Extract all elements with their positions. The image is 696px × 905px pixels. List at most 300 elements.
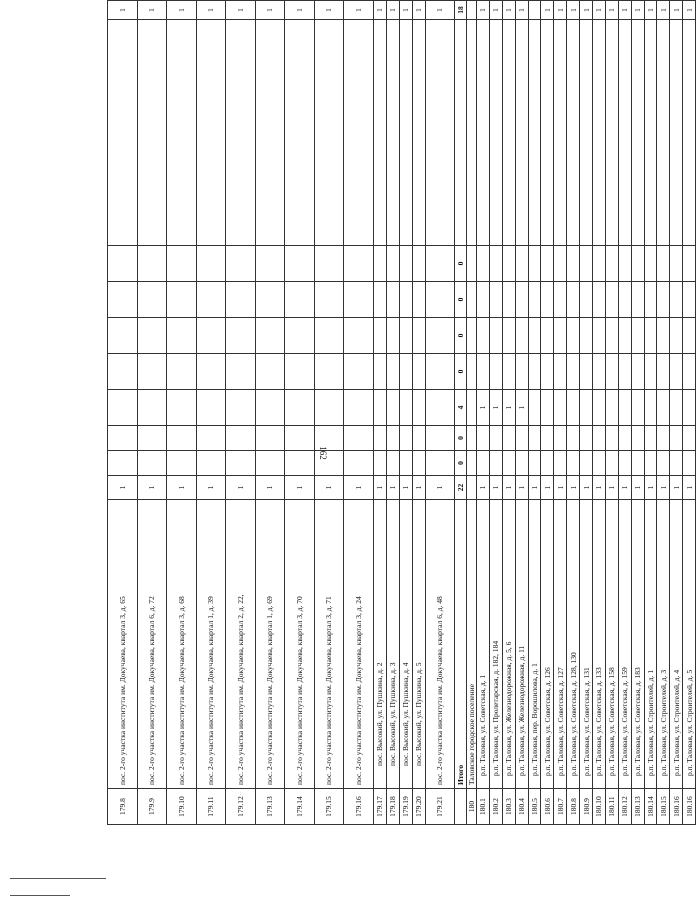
value-cell xyxy=(196,246,226,282)
value-cell xyxy=(386,354,399,390)
value-cell xyxy=(399,318,412,354)
value-cell xyxy=(196,318,226,354)
address-cell: р.п. Таловая, ул. Советская, д. 158 xyxy=(605,500,618,789)
value-cell: 1 xyxy=(373,476,386,500)
value-cell xyxy=(344,282,374,318)
table-row xyxy=(580,1,593,825)
address-cell: р.п. Таловая, ул. Советская, д. 183 xyxy=(631,500,644,789)
address-cell: р.п. Таловая, ул. Строителей, д. 5 xyxy=(683,500,696,789)
value-cell xyxy=(196,354,226,390)
value-cell xyxy=(580,282,593,318)
value-cell xyxy=(477,282,490,318)
value-cell xyxy=(528,354,541,390)
value-cell: 0 xyxy=(455,318,467,354)
value-cell xyxy=(631,426,644,451)
value-cell xyxy=(605,282,618,318)
value-cell xyxy=(344,390,374,426)
value-cell xyxy=(580,426,593,451)
value-cell xyxy=(314,318,344,354)
value-cell xyxy=(631,354,644,390)
row-number: 180.7 xyxy=(554,789,567,825)
value-cell xyxy=(314,20,344,246)
value-cell xyxy=(618,451,631,476)
value-cell xyxy=(226,20,256,246)
value-cell xyxy=(593,246,606,282)
address-cell: пос. 2-го участка института им. Докучаева, квартал 6, д. 48 xyxy=(425,500,455,789)
value-cell xyxy=(412,390,425,426)
value-cell xyxy=(489,354,502,390)
value-cell xyxy=(554,451,567,476)
value-cell xyxy=(373,246,386,282)
value-cell xyxy=(605,426,618,451)
row-number: 179.14 xyxy=(285,789,315,825)
value-cell xyxy=(285,20,315,246)
value-cell xyxy=(541,390,554,426)
value-cell xyxy=(683,246,696,282)
value-cell xyxy=(554,246,567,282)
value-cell: 1 xyxy=(657,1,670,20)
address-cell: пос. 2-го участка института им. Докучаева, квартал 6, д. 72 xyxy=(137,500,167,789)
value-cell xyxy=(670,354,683,390)
value-cell xyxy=(644,390,657,426)
value-cell xyxy=(618,282,631,318)
footer-rule xyxy=(10,878,106,879)
value-cell xyxy=(344,426,374,451)
value-cell: 1 xyxy=(226,476,256,500)
value-cell xyxy=(425,354,455,390)
value-cell xyxy=(541,451,554,476)
value-cell xyxy=(683,451,696,476)
value-cell xyxy=(137,318,167,354)
address-cell: пос. 2-го участка института им. Докучаева, квартал 3, д. 65 xyxy=(108,500,138,789)
value-cell xyxy=(399,354,412,390)
table-row xyxy=(605,1,618,825)
value-cell xyxy=(108,390,138,426)
row-number: 180.14 xyxy=(644,789,657,825)
value-cell xyxy=(285,354,315,390)
row-number: 179.15 xyxy=(314,789,344,825)
value-cell: 1 xyxy=(344,1,374,20)
value-cell: 1 xyxy=(167,1,197,20)
value-cell xyxy=(344,354,374,390)
value-cell: 1 xyxy=(593,1,606,20)
value-cell xyxy=(683,318,696,354)
table-row xyxy=(344,1,374,825)
value-cell xyxy=(657,390,670,426)
value-cell: 1 xyxy=(255,1,285,20)
value-cell xyxy=(226,451,256,476)
value-cell xyxy=(502,451,515,476)
value-cell xyxy=(567,20,580,246)
value-cell xyxy=(314,451,344,476)
section-row xyxy=(467,1,477,825)
row-number: 179.10 xyxy=(167,789,197,825)
table-row xyxy=(425,1,455,825)
value-cell xyxy=(399,451,412,476)
address-cell: р.п. Таловая, ул. Советская, д. 133 xyxy=(593,500,606,789)
value-cell xyxy=(528,20,541,246)
value-cell xyxy=(255,390,285,426)
value-cell xyxy=(412,318,425,354)
value-cell xyxy=(137,354,167,390)
value-cell xyxy=(226,426,256,451)
value-cell xyxy=(644,318,657,354)
value-cell: 1 xyxy=(502,1,515,20)
value-cell xyxy=(515,318,528,354)
value-cell xyxy=(167,426,197,451)
value-cell: 1 xyxy=(657,476,670,500)
row-number: 180.1 xyxy=(477,789,490,825)
value-cell xyxy=(226,318,256,354)
value-cell xyxy=(541,246,554,282)
value-cell: 1 xyxy=(567,1,580,20)
row-number: 179.17 xyxy=(373,789,386,825)
value-cell xyxy=(593,354,606,390)
table-row xyxy=(196,1,226,825)
value-cell xyxy=(167,390,197,426)
value-cell xyxy=(255,246,285,282)
address-cell: пос. Высокий, ул. Пушкина, д. 2 xyxy=(373,500,386,789)
value-cell xyxy=(167,318,197,354)
value-cell: 1 xyxy=(541,476,554,500)
address-cell: р.п. Таловая, ул. Строителей, д. 1 xyxy=(644,500,657,789)
value-cell: 1 xyxy=(255,476,285,500)
value-cell xyxy=(425,282,455,318)
value-cell xyxy=(515,426,528,451)
value-cell xyxy=(477,426,490,451)
value-cell xyxy=(605,451,618,476)
value-cell xyxy=(226,354,256,390)
value-cell: 1 xyxy=(593,476,606,500)
value-cell xyxy=(644,426,657,451)
value-cell: 1 xyxy=(386,476,399,500)
value-cell: 1 xyxy=(605,1,618,20)
total-label: Итого xyxy=(455,500,467,789)
value-cell xyxy=(657,451,670,476)
value-cell xyxy=(593,426,606,451)
value-cell xyxy=(554,282,567,318)
value-cell: 1 xyxy=(386,1,399,20)
value-cell xyxy=(314,426,344,451)
value-cell: 18 xyxy=(455,1,467,20)
value-cell xyxy=(670,426,683,451)
value-cell xyxy=(373,426,386,451)
value-cell: 1 xyxy=(373,1,386,20)
value-cell xyxy=(373,318,386,354)
table-row xyxy=(386,1,399,825)
value-cell xyxy=(344,20,374,246)
value-cell xyxy=(386,426,399,451)
value-cell xyxy=(657,318,670,354)
value-cell: 1 xyxy=(541,1,554,20)
value-cell xyxy=(399,426,412,451)
value-cell xyxy=(502,246,515,282)
value-cell xyxy=(399,20,412,246)
value-cell: 1 xyxy=(226,1,256,20)
value-cell: 1 xyxy=(554,476,567,500)
value-cell xyxy=(285,426,315,451)
value-cell xyxy=(580,20,593,246)
table-body xyxy=(108,1,696,825)
address-cell: пос. 2-го участка института им. Докучаева, квартал 3, д. 70 xyxy=(285,500,315,789)
value-cell: 1 xyxy=(399,1,412,20)
value-cell: 1 xyxy=(489,1,502,20)
value-cell xyxy=(593,282,606,318)
value-cell: 0 xyxy=(455,451,467,476)
value-cell: 1 xyxy=(670,476,683,500)
value-cell xyxy=(477,354,490,390)
table-row xyxy=(285,1,315,825)
table-row xyxy=(412,1,425,825)
value-cell xyxy=(467,246,477,282)
value-cell xyxy=(386,451,399,476)
value-cell xyxy=(467,282,477,318)
value-cell xyxy=(515,282,528,318)
table-row xyxy=(567,1,580,825)
value-cell xyxy=(373,390,386,426)
value-cell xyxy=(541,282,554,318)
footer-rule xyxy=(10,895,70,896)
value-cell: 0 xyxy=(455,246,467,282)
value-cell xyxy=(515,246,528,282)
value-cell xyxy=(605,390,618,426)
row-number xyxy=(455,789,467,825)
value-cell xyxy=(657,246,670,282)
address-cell: р.п. Таловая, ул. Советская, д. 159 xyxy=(618,500,631,789)
value-cell xyxy=(593,20,606,246)
value-cell xyxy=(605,318,618,354)
row-number: 180.10 xyxy=(593,789,606,825)
value-cell xyxy=(477,318,490,354)
total-row xyxy=(455,1,467,825)
value-cell: 1 xyxy=(285,476,315,500)
value-cell xyxy=(644,20,657,246)
value-cell xyxy=(226,246,256,282)
value-cell: 1 xyxy=(477,476,490,500)
value-cell xyxy=(108,20,138,246)
value-cell xyxy=(657,20,670,246)
value-cell xyxy=(314,390,344,426)
value-cell xyxy=(528,390,541,426)
table-row xyxy=(373,1,386,825)
value-cell: 1 xyxy=(314,476,344,500)
row-number: 180.8 xyxy=(567,789,580,825)
value-cell: 1 xyxy=(412,1,425,20)
value-cell: 1 xyxy=(683,476,696,500)
value-cell xyxy=(412,426,425,451)
value-cell xyxy=(167,282,197,318)
row-number: 180.6 xyxy=(541,789,554,825)
value-cell xyxy=(489,451,502,476)
value-cell xyxy=(467,1,477,20)
row-number: 180.16 xyxy=(683,789,696,825)
value-cell: 1 xyxy=(580,1,593,20)
row-number: 179.18 xyxy=(386,789,399,825)
value-cell xyxy=(528,318,541,354)
value-cell xyxy=(425,20,455,246)
value-cell xyxy=(386,282,399,318)
value-cell xyxy=(489,426,502,451)
row-number: 180.12 xyxy=(618,789,631,825)
value-cell xyxy=(373,451,386,476)
value-cell xyxy=(467,426,477,451)
value-cell xyxy=(502,282,515,318)
value-cell xyxy=(580,318,593,354)
value-cell: 1 xyxy=(528,476,541,500)
address-cell: р.п. Таловая, ул. Строителей, д. 4 xyxy=(670,500,683,789)
row-number: 180.15 xyxy=(657,789,670,825)
address-cell: пос. Высокий, ул. Пушкина, д. 5 xyxy=(412,500,425,789)
document-table-container xyxy=(107,0,694,825)
value-cell xyxy=(399,246,412,282)
value-cell: 1 xyxy=(554,1,567,20)
value-cell xyxy=(467,354,477,390)
value-cell xyxy=(670,20,683,246)
address-cell: пос. Высокий, ул. Пушкина, д. 4 xyxy=(399,500,412,789)
value-cell xyxy=(477,20,490,246)
row-number: 180 xyxy=(467,789,477,825)
value-cell xyxy=(314,282,344,318)
value-cell: 1 xyxy=(502,476,515,500)
value-cell: 1 xyxy=(196,1,226,20)
value-cell xyxy=(644,246,657,282)
value-cell xyxy=(631,282,644,318)
value-cell: 0 xyxy=(455,354,467,390)
value-cell xyxy=(670,318,683,354)
value-cell xyxy=(567,246,580,282)
row-number: 179.8 xyxy=(108,789,138,825)
value-cell xyxy=(670,282,683,318)
value-cell xyxy=(489,282,502,318)
value-cell xyxy=(605,20,618,246)
value-cell xyxy=(554,354,567,390)
value-cell xyxy=(425,426,455,451)
table-row xyxy=(593,1,606,825)
value-cell xyxy=(344,451,374,476)
value-cell: 1 xyxy=(489,390,502,426)
address-cell: р.п. Таловая, пер. Ворошилова, д. 1 xyxy=(528,500,541,789)
value-cell xyxy=(631,451,644,476)
address-cell: р.п. Таловая, ул. Железнодорожная, д. 5, 6 xyxy=(502,500,515,789)
table-row xyxy=(489,1,502,825)
row-number: 180.3 xyxy=(502,789,515,825)
value-cell xyxy=(373,20,386,246)
value-cell xyxy=(580,451,593,476)
value-cell xyxy=(605,354,618,390)
table-row xyxy=(683,1,696,825)
value-cell xyxy=(167,20,197,246)
value-cell xyxy=(412,354,425,390)
table-row xyxy=(515,1,528,825)
value-cell: 1 xyxy=(477,1,490,20)
value-cell: 1 xyxy=(644,476,657,500)
row-number: 179.11 xyxy=(196,789,226,825)
document-table xyxy=(107,0,696,825)
value-cell xyxy=(567,451,580,476)
value-cell xyxy=(593,451,606,476)
value-cell xyxy=(137,20,167,246)
value-cell xyxy=(670,451,683,476)
value-cell xyxy=(618,318,631,354)
address-cell: пос. 2-го участка института им. Докучаева, квартал 3, д. 71 xyxy=(314,500,344,789)
row-number: 179.9 xyxy=(137,789,167,825)
value-cell xyxy=(386,318,399,354)
value-cell xyxy=(580,246,593,282)
address-cell: р.п. Таловая, ул. Советская, д. 128, 130 xyxy=(567,500,580,789)
value-cell xyxy=(255,282,285,318)
value-cell: 0 xyxy=(455,426,467,451)
address-cell: р.п. Таловая, ул. Советская, д. 131 xyxy=(580,500,593,789)
value-cell xyxy=(285,390,315,426)
table-row xyxy=(314,1,344,825)
value-cell xyxy=(657,354,670,390)
table-row xyxy=(644,1,657,825)
table-row xyxy=(255,1,285,825)
value-cell xyxy=(314,354,344,390)
table-row xyxy=(226,1,256,825)
value-cell xyxy=(477,246,490,282)
value-cell: 1 xyxy=(412,476,425,500)
row-number: 180.11 xyxy=(605,789,618,825)
value-cell xyxy=(528,426,541,451)
value-cell xyxy=(412,451,425,476)
address-cell: пос. 2-го участка института им. Докучаева, квартал 3, д. 68 xyxy=(167,500,197,789)
value-cell: 1 xyxy=(683,1,696,20)
value-cell xyxy=(644,451,657,476)
value-cell: 1 xyxy=(515,1,528,20)
value-cell xyxy=(541,426,554,451)
value-cell xyxy=(137,426,167,451)
value-cell xyxy=(657,426,670,451)
value-cell xyxy=(196,20,226,246)
value-cell xyxy=(683,390,696,426)
value-cell xyxy=(467,451,477,476)
table-row xyxy=(670,1,683,825)
value-cell xyxy=(108,354,138,390)
value-cell xyxy=(528,451,541,476)
value-cell: 1 xyxy=(515,390,528,426)
value-cell xyxy=(137,282,167,318)
table-row xyxy=(554,1,567,825)
value-cell xyxy=(502,426,515,451)
value-cell xyxy=(541,318,554,354)
table-row xyxy=(502,1,515,825)
table-row xyxy=(108,1,138,825)
row-number: 180.16 xyxy=(670,789,683,825)
value-cell xyxy=(580,354,593,390)
row-number: 179.16 xyxy=(344,789,374,825)
value-cell xyxy=(255,451,285,476)
table-row xyxy=(541,1,554,825)
value-cell xyxy=(528,282,541,318)
value-cell xyxy=(567,318,580,354)
value-cell: 1 xyxy=(618,1,631,20)
value-cell: 22 xyxy=(455,476,467,500)
value-cell: 1 xyxy=(425,476,455,500)
value-cell xyxy=(683,282,696,318)
address-cell: пос. 2-го участка института им. Докучаева, квартал 3, д. 24 xyxy=(344,500,374,789)
address-cell: р.п. Таловая, ул. Советская, д. 126 xyxy=(541,500,554,789)
value-cell xyxy=(467,390,477,426)
value-cell xyxy=(683,426,696,451)
address-cell: р.п. Таловая, ул. Советская, д. 1 xyxy=(477,500,490,789)
value-cell xyxy=(386,390,399,426)
value-cell xyxy=(412,282,425,318)
value-cell: 1 xyxy=(605,476,618,500)
value-cell xyxy=(593,390,606,426)
value-cell xyxy=(285,246,315,282)
value-cell xyxy=(631,318,644,354)
